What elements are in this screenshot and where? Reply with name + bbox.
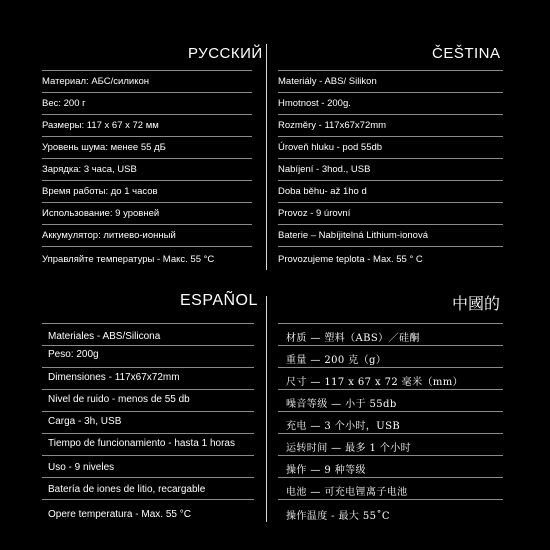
row-divider [42, 411, 254, 412]
spec-row: Время работы: до 1 часов [42, 186, 158, 197]
row-divider [42, 114, 252, 115]
russian-title: РУССКИЙ [188, 45, 263, 62]
row-divider [42, 499, 254, 500]
row-divider [278, 114, 503, 115]
row-divider [278, 92, 503, 93]
row-divider [278, 246, 503, 247]
spec-row: Baterie – Nabíjitelná Lithium-ionová [278, 230, 428, 241]
spec-row: Аккумулятор: литиево-ионный [42, 230, 176, 241]
row-divider [42, 246, 252, 247]
row-divider [42, 158, 252, 159]
row-divider [278, 367, 503, 368]
chinese-title: 中國的 [452, 294, 501, 313]
row-divider [278, 499, 503, 500]
row-divider [42, 224, 252, 225]
row-divider [42, 455, 254, 456]
row-divider [42, 136, 252, 137]
row-divider [278, 70, 503, 71]
spec-row: 材质 — 塑料（ABS）／硅酮 [286, 333, 420, 344]
spec-row: Зарядка: 3 часа, USB [42, 164, 137, 175]
spec-row: Размеры: 117 x 67 x 72 мм [42, 120, 159, 131]
chinese-spec-list [278, 323, 503, 523]
row-divider [278, 136, 503, 137]
row-divider [278, 180, 503, 181]
spec-row: Tiempo de funcionamiento - hasta 1 horas [48, 438, 235, 449]
row-divider [42, 477, 254, 478]
row-divider [278, 477, 503, 478]
spec-row: Peso: 200g [48, 349, 99, 360]
spec-row: 噪音等级 — 小于 55db [286, 399, 397, 410]
spec-row: Úroveň hluku - pod 55db [278, 142, 383, 153]
spec-row: 尺寸 — 117 x 67 x 72 毫米（mm） [286, 377, 464, 388]
row-divider [278, 224, 503, 225]
spec-row: Provoz - 9 úrovní [278, 208, 351, 219]
spanish-spec-list [42, 323, 254, 523]
spec-row: 运转时间 — 最多 1 个小时 [286, 443, 412, 454]
spec-row: Использование: 9 уровней [42, 208, 160, 219]
row-divider [278, 433, 503, 434]
spec-row: Materiales - ABS/Silicona [48, 331, 161, 342]
spec-row: Rozměry - 117x67x72mm [278, 120, 387, 131]
russian-spec-list [42, 70, 252, 270]
row-divider [278, 345, 503, 346]
row-divider [42, 323, 254, 324]
spec-row: Dimensiones - 117x67x72mm [48, 372, 180, 383]
spec-row: Уровень шума: менее 55 дБ [42, 142, 166, 153]
spec-row: Materiály - ABS/ Silikon [278, 76, 377, 87]
spec-row: 操作 — 9 种等级 [286, 465, 366, 476]
spec-row: Nivel de ruido - menos de 55 db [48, 394, 190, 405]
row-divider [278, 455, 503, 456]
spec-row: Uso - 9 niveles [48, 462, 115, 473]
row-divider [278, 158, 503, 159]
row-divider [42, 389, 254, 390]
spec-row: Batería de iones de litio, recargable [48, 484, 206, 495]
spec-row: Opere temperatura - Max. 55 °C [48, 509, 191, 520]
spec-row: 重量 — 200 克（g） [286, 355, 387, 366]
czech-title: ČEŠTINA [432, 45, 501, 62]
spec-row: Carga - 3h, USB [48, 416, 122, 427]
row-divider [42, 433, 254, 434]
row-divider [278, 202, 503, 203]
spec-row: 电池 — 可充电锂离子电池 [286, 487, 408, 498]
top-vertical-divider [266, 44, 267, 270]
row-divider [42, 70, 252, 71]
row-divider [278, 411, 503, 412]
spec-row: Материал: АБС/силикон [42, 76, 149, 87]
row-divider [278, 389, 503, 390]
spec-row: Nabíjení - 3hod., USB [278, 164, 371, 175]
row-divider [42, 345, 254, 346]
spec-row: Hmotnost - 200g. [278, 98, 351, 109]
row-divider [42, 92, 252, 93]
spec-row: Управляйте температуры - Макс. 55 °C [42, 254, 215, 265]
czech-spec-list [278, 70, 503, 270]
row-divider [42, 202, 252, 203]
spec-row: Provozujeme teplota - Max. 55 ° C [278, 254, 423, 265]
row-divider [42, 367, 254, 368]
spec-row: 充电 — 3 个小时，USB [286, 421, 401, 432]
spec-row: Вес: 200 г [42, 98, 86, 109]
row-divider [42, 180, 252, 181]
row-divider [278, 323, 503, 324]
spanish-title: ESPAÑOL [180, 292, 258, 309]
bottom-vertical-divider [266, 296, 267, 522]
spec-row: 操作温度 - 最大 55˚C [286, 511, 390, 522]
spec-row: Doba běhu- až 1ho d [278, 186, 367, 197]
